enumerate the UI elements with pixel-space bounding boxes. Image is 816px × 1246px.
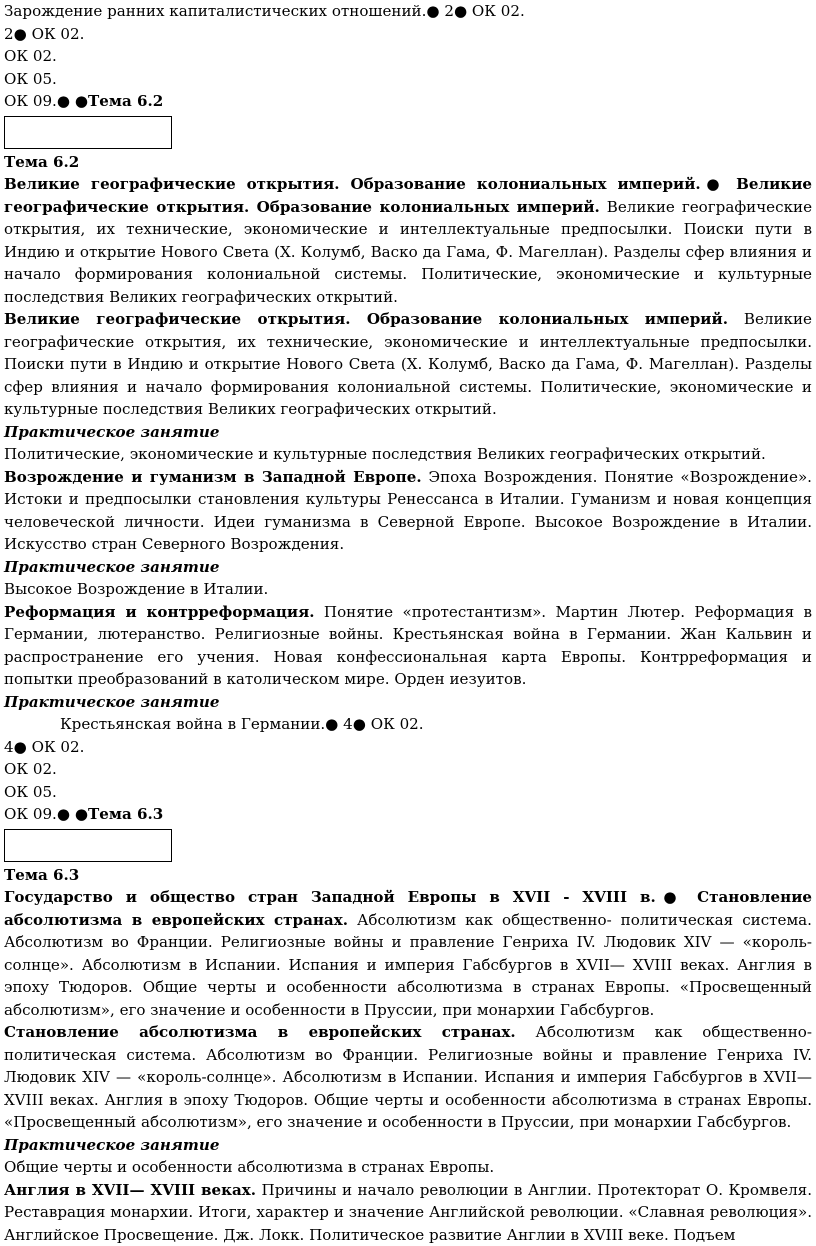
topic62-p4-bold: Реформация и контрреформация. (4, 603, 314, 621)
block1-line5-prefix: ОК 09.● ● (4, 92, 88, 110)
block1-line5 (4, 90, 812, 113)
topic62-paragraph-1 (4, 173, 812, 308)
topic62-paragraph-2 (4, 308, 812, 421)
topic62-paragraph-4 (4, 601, 812, 691)
block2-line3: ОК 05. (4, 781, 812, 804)
block1-line1-mark: ● 2● ОК 02. (426, 2, 524, 20)
block2-line4-prefix: ОК 09.● ● (4, 805, 88, 823)
topic62-paragraph-3 (4, 466, 812, 556)
topic63-p3-text: Причины и начало революции в Англии. Протекторат О. Кромвеля. Реставрация монархии. Итоги, характер и значение Английской революции. «Славная революция». Английское Просвещение. Дж. Локк. Политическое развитие Англии в XVIII веке. Подъем (4, 1181, 812, 1244)
practice-text-2: Высокое Возрождение в Италии. (4, 578, 812, 601)
practice-label-3: Практическое занятие (4, 691, 812, 714)
practice-label-2: Практическое занятие (4, 556, 812, 579)
topic63-p2-bold: Становление абсолютизма в европейских странах. (4, 1023, 516, 1041)
topic62-p3-text: Эпоха Возрождения. Понятие «Возрождение». Истоки и предпосылки становления культуры Ренессанса в Италии. Гуманизм и новая концепция человеческой личности. Идеи гуманизма в Северной Европе. Высокое Возрождение в Италии. Искусство стран Северного Возрождения. (4, 468, 812, 554)
topic63-paragraph-2 (4, 1021, 812, 1134)
block1-line1-text: Зарождение ранних капиталистических отношений. (4, 2, 426, 20)
practice-text-1: Политические, экономические и культурные последствия Великих географических открытий. (4, 443, 812, 466)
topic63-heading: Тема 6.3 (4, 864, 812, 887)
practice-text-4: Общие черты и особенности абсолютизма в странах Европы. (4, 1156, 812, 1179)
empty-table-cell (4, 116, 172, 149)
block1-line2: 2● ОК 02. (4, 23, 812, 46)
topic63-p2-text: Абсолютизм как общественно- политическая система. Абсолютизм во Франции. Религиозные войны и правление Генриха IV. Людовик XIV — «король-солнце». Абсолютизм в Испании. Испания и империя Габсбургов в XVII— XVIII веках. Англия в эпоху Тюдоров. Общие черты и особенности абсолютизма в странах Европы. «Просвещенный абсолютизм», его значение и особенности в Пруссии, при монархии Габсбургов. (4, 1023, 812, 1131)
practice-text-3: Крестьянская война в Германии.● 4● ОК 02. (4, 713, 812, 736)
topic62-p2-text: Великие географические открытия, их технические, экономические и интеллектуальные предпосылки. Поиски пути в Индию и открытие Нового Света (Х. Колумб, Васко да Гама, Ф. Магеллан). Разделы сфер влияния и начало формирования колониальной системы. Политические, экономические и культурные последствия Великих географических открытий. (4, 310, 812, 418)
topic62-p2-bold: Великие географические открытия. Образование колониальных империй. (4, 310, 728, 328)
practice-label-4: Практическое занятие (4, 1134, 812, 1157)
topic63-p3-bold: Англия в XVII— XVIII веках. (4, 1181, 256, 1199)
topic63-paragraph-1 (4, 886, 812, 1021)
topic62-p4-text: Понятие «протестантизм». Мартин Лютер. Реформация в Германии, лютеранство. Религиозные войны. Крестьянская война в Германии. Жан Кальвин и распространение его учения. Новая конфессиональная карта Европы. Контрреформация и попытки преобразований в католическом мире. Орден иезуитов. (4, 603, 812, 689)
block1-line4: ОК 05. (4, 68, 812, 91)
block2-line1: 4● ОК 02. (4, 736, 812, 759)
topic63-p1-bold: Государство и общество стран Западной Европы в XVII - XVIII в.● Становление абсолютизма в европейских странах. (4, 888, 812, 929)
practice-label-1: Практическое занятие (4, 421, 812, 444)
topic62-p1-bold: Великие географические открытия. Образование колониальных империй.● Великие географические открытия. Образование колониальных империй. (4, 175, 812, 216)
topic63-p1-text: Абсолютизм как общественно- политическая система. Абсолютизм во Франции. Религиозные войны и правление Генриха IV. Людовик XIV — «король-солнце». Абсолютизм в Испании. Испания и империя Габсбургов в XVII— XVIII веках. Англия в эпоху Тюдоров. Общие черты и особенности абсолютизма в странах Европы. «Просвещенный абсолютизм», его значение и особенности в Пруссии, при монархии Габсбургов. (4, 911, 812, 1019)
topic62-heading: Тема 6.2 (4, 151, 812, 174)
block1-line5-topic: Тема 6.2 (88, 92, 163, 110)
topic63-paragraph-3 (4, 1179, 812, 1246)
block1-line3: ОК 02. (4, 45, 812, 68)
topic62-p3-bold: Возрождение и гуманизм в Западной Европе. (4, 468, 422, 486)
empty-table-cell-2 (4, 829, 172, 862)
block2-line4 (4, 803, 812, 826)
topic62-p1-text: Великие географические открытия, их технические, экономические и интеллектуальные предпосылки. Поиски пути в Индию и открытие Нового Света (Х. Колумб, Васко да Гама, Ф. Магеллан). Разделы сфер влияния и начало формирования колониальной системы. Политические, экономические и культурные последствия Великих географических открытий. (4, 198, 812, 306)
block2-line4-topic: Тема 6.3 (88, 805, 163, 823)
block1-line1 (4, 0, 812, 23)
block2-line2: ОК 02. (4, 758, 812, 781)
